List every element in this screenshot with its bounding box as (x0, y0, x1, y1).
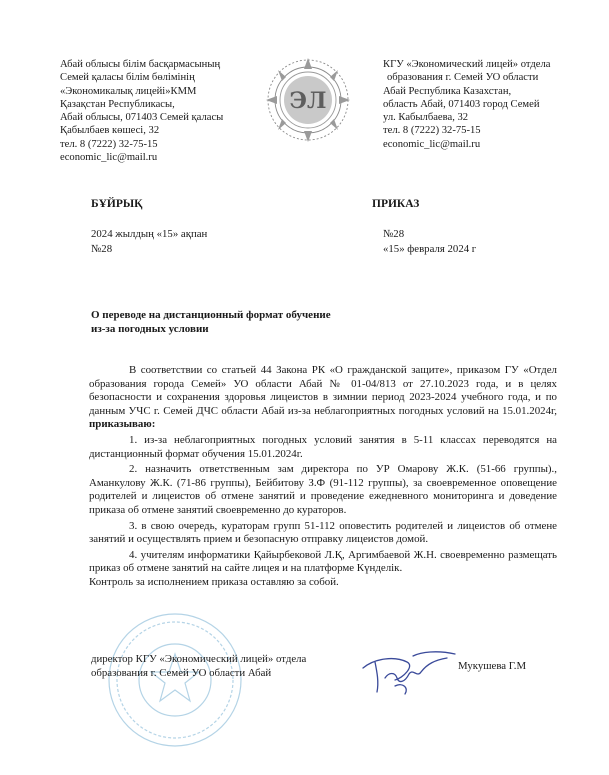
header-left-block (60, 58, 290, 164)
body-intro-text: В соответствии со статьей 44 Закона РК «О гражданской защите», приказом ГУ «Отдел образования города Семей» УО области Абай № 01-04/813 от 27.10.2023 года, и в целях безопасности и сохранения здоровья лицеистов в зимнии период 2023-2024 учебного года, и по данным УЧС г. Семей ДЧС области Абай из-за неблагоприятных погодных условий на 15.01.2024г, (89, 364, 557, 417)
body-item-3: 3. в свою очередь, кураторам групп 51-112 оповестить родителей и лицеистов об отмене занятий и осуществлять прием и безопасную отправку лицеистов домой. (89, 519, 557, 546)
header-left-line: Қазақстан Республикасы, (60, 98, 175, 110)
order-body (89, 364, 557, 592)
order-date-ru: «15» февраля 2024 г (383, 242, 477, 255)
order-meta-ru (383, 227, 476, 256)
director-name: Мукушева Г.М (458, 660, 527, 672)
header-left-line: Қабылбаев көшесі, 32 (60, 125, 160, 137)
body-control: Контроль за исполнением приказа оставляю за собой. (89, 575, 339, 588)
order-subject (91, 308, 331, 336)
header-left-line: economic_lic@mail.ru (60, 152, 158, 164)
order-meta-kz (91, 227, 207, 256)
lyceum-emblem-icon (262, 55, 354, 145)
header-right-block (383, 58, 598, 151)
header-left-line: Абай облысы білім басқармасының (60, 59, 221, 70)
body-item-1: 1. из-за неблагоприятных погодных условий занятия в 5-11 классах переводятся на дистанционный формат обучения 15.01.2024г. (89, 433, 557, 460)
header-left-line: «Экономикалық лицейі»КММ (60, 85, 197, 97)
header-right-line: Абай Республика Казахстан, (383, 85, 512, 97)
subject-line: из-за погодных условии (91, 323, 209, 336)
body-intro-command: приказываю: (89, 418, 156, 431)
header-right-line: образования г. Семей УО области (387, 72, 539, 84)
official-stamp-icon (105, 610, 245, 750)
header-left-line: Абай облысы, 071403 Семей қаласы (60, 112, 224, 124)
header-left-line: Семей қаласы білім бөлімінің (60, 72, 195, 84)
body-intro (89, 364, 557, 432)
header-right-line: область Абай, 071403 город Семей (383, 98, 540, 110)
order-title-kz: БҰЙРЫҚ (91, 198, 143, 210)
header-left-line: тел. 8 (7222) 32-75-15 (60, 138, 158, 150)
signature-position (91, 653, 306, 680)
handwritten-signature-icon (355, 648, 465, 703)
order-date-kz: 2024 жылдың «15» ақпан (91, 228, 208, 240)
subject-line: О переводе на дистанционный формат обучение (91, 309, 331, 321)
header-right-line: ул. Кабылбаева, 32 (383, 112, 469, 124)
header-right-line: тел. 8 (7222) 32-75-15 (383, 125, 481, 137)
signature-position-line: директор КГУ «Экономический лицей» отдела (91, 653, 307, 665)
order-title-ru: ПРИКАЗ (372, 198, 420, 210)
header-right-line: КГУ «Экономический лицей» отдела (383, 59, 551, 70)
header-right-line: economic_lic@mail.ru (383, 138, 481, 150)
signature-position-line: образования г. Семей УО области Абай (91, 666, 272, 679)
body-item-2: 2. назначить ответственным зам директора по УР Омарову Ж.К. (51-66 группы)., Аманкулову Ж.К. (71-86 группы), Бейбитову З.Ф (91-112 группы), за своевременное оповещение родителей и лицеистов об отмене занятий и проведение ежедневного мониторинга и доведение приказа об отмене занятий своевременно до кураторов. (89, 463, 557, 516)
order-number-ru: №28 (383, 228, 405, 240)
order-number-kz: №28 (91, 242, 113, 255)
emblem-letters: ЭЛ (289, 88, 327, 114)
body-item-4: 4. учителям информатики Қайырбековой Л.Қ, Аргимбаевой Ж.Н. своевременно размещать приказ об отмене занятий на сайте лицея и на платформе Күнделік. (89, 548, 557, 575)
